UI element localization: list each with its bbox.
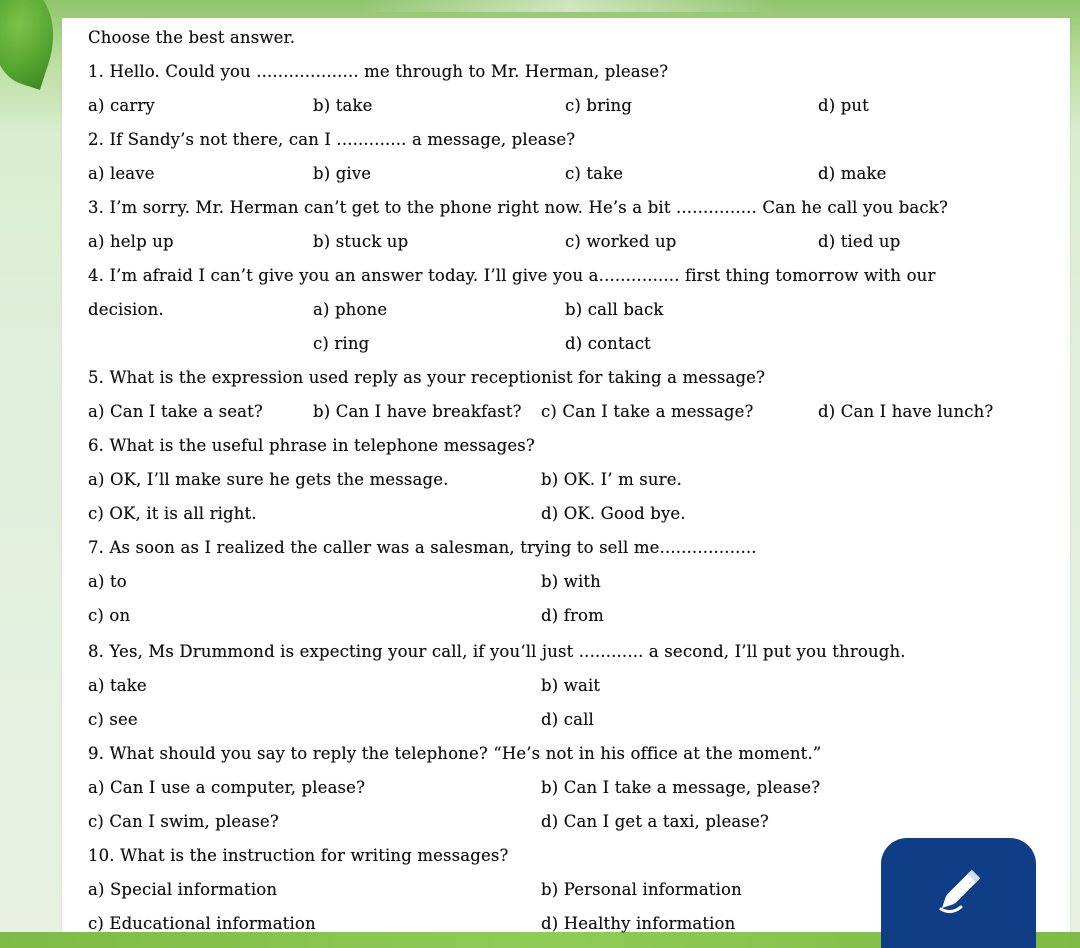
question-2-stem: 2. If Sandy’s not there, can I ............. a message, please? <box>88 130 576 149</box>
question-10-option-a[interactable]: a) Special information <box>88 880 278 899</box>
worksheet-instruction: Choose the best answer. <box>88 28 296 47</box>
question-4-option-b[interactable]: b) call back <box>565 300 664 319</box>
question-2-option-d[interactable]: d) make <box>818 164 887 183</box>
question-3-option-d[interactable]: d) tied up <box>818 232 901 251</box>
leaf-decoration <box>0 0 69 90</box>
question-2-option-a[interactable]: a) leave <box>88 164 155 183</box>
question-7-option-c[interactable]: c) on <box>88 606 131 625</box>
question-10-option-c[interactable]: c) Educational information <box>88 914 316 933</box>
question-8-option-a[interactable]: a) take <box>88 676 147 695</box>
pencil-icon <box>931 863 987 923</box>
question-3-option-b[interactable]: b) stuck up <box>313 232 409 251</box>
question-5-stem: 5. What is the expression used reply as your receptionist for taking a message? <box>88 368 766 387</box>
question-8-option-c[interactable]: c) see <box>88 710 138 729</box>
question-8-stem: 8. Yes, Ms Drummond is expecting your call, if you‘ll just ............ a second, I’ll put you through. <box>88 642 906 661</box>
question-6-option-a[interactable]: a) OK, I’ll make sure he gets the message. <box>88 470 449 489</box>
question-9-stem: 9. What should you say to reply the telephone? “He’s not in his office at the moment.” <box>88 744 822 763</box>
background-highlight <box>360 0 780 12</box>
question-4-option-a[interactable]: a) phone <box>313 300 388 319</box>
question-5-option-d[interactable]: d) Can I have lunch? <box>818 402 994 421</box>
question-6-stem: 6. What is the useful phrase in telephone messages? <box>88 436 535 455</box>
question-4-stem-continued: decision. <box>88 300 164 319</box>
question-1-option-b[interactable]: b) take <box>313 96 373 115</box>
question-3-stem: 3. I’m sorry. Mr. Herman can’t get to the phone right now. He’s a bit ............... Can he call you back? <box>88 198 948 217</box>
question-7-option-a[interactable]: a) to <box>88 572 127 591</box>
question-7-option-d[interactable]: d) from <box>541 606 604 625</box>
question-5-option-b[interactable]: b) Can I have breakfast? <box>313 402 522 421</box>
edit-button[interactable] <box>881 838 1036 948</box>
question-9-option-b[interactable]: b) Can I take a message, please? <box>541 778 821 797</box>
question-9-option-a[interactable]: a) Can I use a computer, please? <box>88 778 366 797</box>
question-7-stem: 7. As soon as I realized the caller was a salesman, trying to sell me.................. <box>88 538 757 557</box>
question-8-option-d[interactable]: d) call <box>541 710 594 729</box>
question-2-option-c[interactable]: c) take <box>565 164 624 183</box>
question-10-option-b[interactable]: b) Personal information <box>541 880 742 899</box>
question-4-option-d[interactable]: d) contact <box>565 334 651 353</box>
question-5-option-c[interactable]: c) Can I take a message? <box>541 402 754 421</box>
question-9-option-d[interactable]: d) Can I get a taxi, please? <box>541 812 769 831</box>
question-4-stem: 4. I’m afraid I can’t give you an answer today. I’ll give you a............... first thing tomorrow with our <box>88 266 936 285</box>
question-10-option-d[interactable]: d) Healthy information <box>541 914 736 933</box>
question-3-option-c[interactable]: c) worked up <box>565 232 677 251</box>
question-4-option-c[interactable]: c) ring <box>313 334 370 353</box>
question-10-stem: 10. What is the instruction for writing messages? <box>88 846 509 865</box>
question-1-option-a[interactable]: a) carry <box>88 96 155 115</box>
question-3-option-a[interactable]: a) help up <box>88 232 174 251</box>
question-5-option-a[interactable]: a) Can I take a seat? <box>88 402 263 421</box>
question-7-option-b[interactable]: b) with <box>541 572 601 591</box>
question-6-option-c[interactable]: c) OK, it is all right. <box>88 504 257 523</box>
question-1-option-c[interactable]: c) bring <box>565 96 633 115</box>
question-1-stem: 1. Hello. Could you ................... me through to Mr. Herman, please? <box>88 62 669 81</box>
question-2-option-b[interactable]: b) give <box>313 164 372 183</box>
question-9-option-c[interactable]: c) Can I swim, please? <box>88 812 279 831</box>
question-8-option-b[interactable]: b) wait <box>541 676 601 695</box>
question-1-option-d[interactable]: d) put <box>818 96 869 115</box>
question-6-option-d[interactable]: d) OK. Good bye. <box>541 504 686 523</box>
question-6-option-b[interactable]: b) OK. I’ m sure. <box>541 470 683 489</box>
